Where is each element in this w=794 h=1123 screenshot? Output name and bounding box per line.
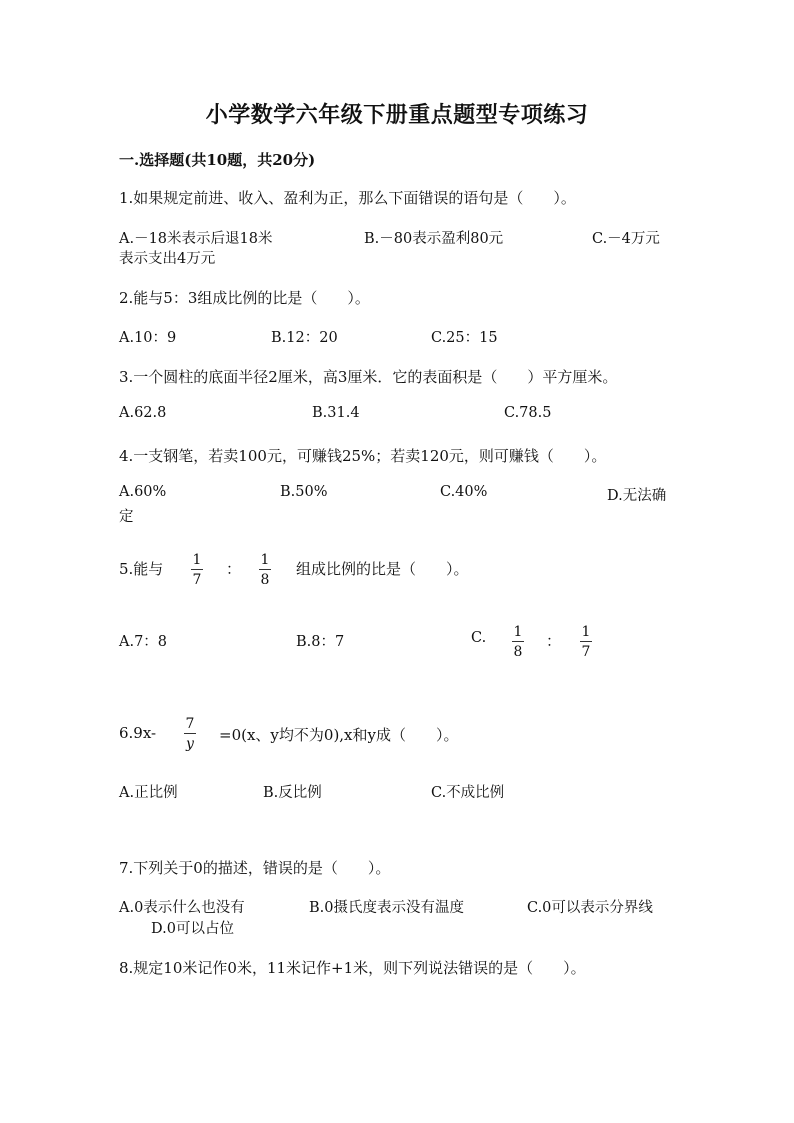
question-1-option-c: C.－4万元 [592, 231, 660, 247]
question-5-fraction-1 [191, 552, 203, 588]
fraction-bar [580, 641, 592, 642]
fraction-numerator: 1 [260, 552, 270, 568]
question-2-option-a: A.10：9 [119, 330, 177, 346]
question-4-option-c: C.40% [440, 484, 488, 500]
fraction-numerator: 1 [192, 552, 202, 568]
question-6-option-b: B.反比例 [263, 785, 322, 801]
question-3-option-c: C.78.5 [504, 405, 552, 421]
question-5-option-b: B.8：7 [296, 634, 345, 650]
question-7-option-c: C.0可以表示分界线 [527, 900, 653, 916]
question-6-option-c: C.不成比例 [431, 785, 505, 801]
question-5-option-a: A.7：8 [119, 634, 168, 650]
question-1-option-b: B.－80表示盈利80元 [364, 231, 504, 247]
fraction-denominator: 8 [513, 644, 523, 660]
question-7-option-b: B.0摄氏度表示没有温度 [309, 900, 464, 916]
fraction-denominator: y [186, 736, 194, 752]
fraction-denominator: 8 [260, 572, 270, 588]
fraction-numerator: 1 [581, 624, 591, 640]
question-2-option-c: C.25：15 [431, 330, 498, 346]
question-4-option-d-continued: 定 [119, 509, 134, 525]
section-heading: 一.选择题(共10题，共20分) [119, 151, 316, 169]
question-4-option-a: A.60% [119, 484, 167, 500]
question-1-stem: 1.如果规定前进、收入、盈利为正，那么下面错误的语句是（ ）。 [119, 189, 576, 207]
question-5-suffix: 组成比例的比是（ ）。 [296, 560, 469, 578]
question-5-prefix: 5.能与 [119, 560, 164, 578]
question-6-fraction [184, 716, 196, 752]
question-2-stem: 2.能与5：3组成比例的比是（ ）。 [119, 289, 370, 307]
question-3-stem: 3.一个圆柱的底面半径2厘米，高3厘米．它的表面积是（ ）平方厘米。 [119, 368, 618, 386]
question-5-option-c-fraction-1 [512, 624, 524, 660]
fraction-bar [191, 569, 203, 570]
question-5-option-c-prefix: C. [471, 630, 487, 646]
question-1-option-a: A.－18米表示后退18米 [119, 231, 273, 247]
fraction-numerator: 7 [185, 716, 195, 732]
question-5-colon: ： [226, 560, 242, 578]
question-3-option-b: B.31.4 [312, 405, 360, 421]
question-5-option-c-fraction-2 [580, 624, 592, 660]
question-8-stem: 8.规定10米记作0米，11米记作+1米，则下列说法错误的是（ ）。 [119, 959, 586, 977]
question-3-option-a: A.62.8 [119, 405, 167, 421]
question-4-stem: 4.一支钢笔，若卖100元，可赚钱25%；若卖120元，则可赚钱（ ）。 [119, 447, 607, 465]
fraction-numerator: 1 [513, 624, 523, 640]
question-4-option-b: B.50% [280, 484, 328, 500]
question-7-option-d: D.0可以占位 [151, 921, 234, 937]
fraction-denominator: 7 [581, 644, 591, 660]
fraction-bar [512, 641, 524, 642]
fraction-denominator: 7 [192, 572, 202, 588]
fraction-bar [184, 733, 196, 734]
question-6-suffix: =0(x、y均不为0),x和y成（ ）。 [219, 726, 459, 744]
page-title: 小学数学六年级下册重点题型专项练习 [205, 102, 589, 128]
question-6-option-a: A.正比例 [119, 785, 178, 801]
question-1-option-c-continued: 表示支出4万元 [119, 251, 216, 267]
question-2-option-b: B.12：20 [271, 330, 338, 346]
question-5-fraction-2 [259, 552, 271, 588]
question-5-option-c-colon: ： [546, 632, 562, 650]
question-7-option-a: A.0表示什么也没有 [119, 900, 245, 916]
question-4-option-d: D.无法确 [607, 488, 667, 504]
fraction-bar [259, 569, 271, 570]
question-7-stem: 7.下列关于0的描述，错误的是（ ）。 [119, 859, 391, 877]
question-6-prefix: 6.9x- [119, 724, 157, 742]
